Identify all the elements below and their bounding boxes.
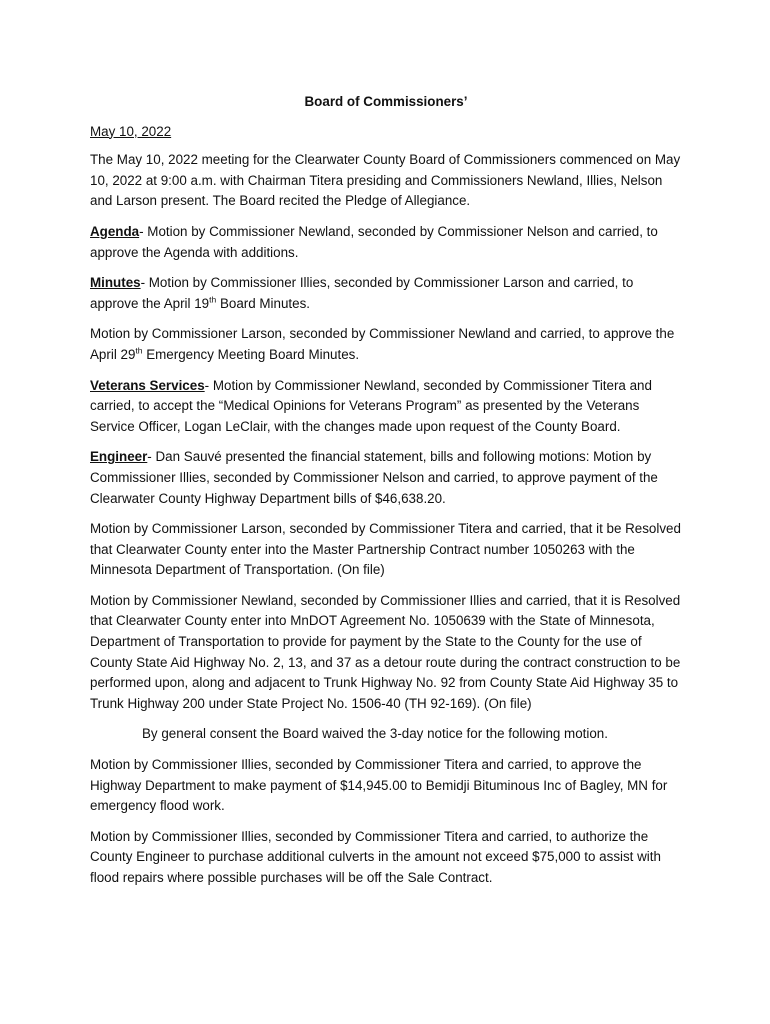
april29-ordinal-suffix: th [135, 345, 143, 356]
april29-motion-paragraph [90, 324, 682, 365]
minutes-text-end: Board Minutes. [216, 295, 310, 311]
agenda-paragraph [90, 222, 682, 263]
mndot-motion-paragraph: Motion by Commissioner Newland, seconded by Commissioner Illies and carried, that it is Resolved that Clearwater County enter into MnDOT Agreement No. 1050639 with the State of Minnesota, Department of Transportation to provide for payment by the State to the County for the use of County State Aid Highway No. 2, 13, and 37 as a detour route during the contract construction to be performed upon, along and adjacent to Trunk Highway No. 92 from County State Aid Highway 35 to Trunk Highway 200 under State Project No. 1506-40 (TH 92-169). (On file) [90, 592, 681, 711]
april29-motion-text-end: Emergency Meeting Board Minutes. [142, 346, 360, 362]
agenda-text: - Motion by Commissioner Newland, seconded by Commissioner Nelson and carried, to approve the Agenda with additions. [90, 223, 658, 260]
culverts-motion-paragraph: Motion by Commissioner Illies, seconded by Commissioner Titera and carried, to authorize the County Engineer to purchase additional culverts in the amount not exceed $75,000 to assist with flood repairs where possible purchases will be off the Sale Contract. [90, 828, 661, 885]
document-page [90, 92, 682, 899]
minutes-text: - Motion by Commissioner Illies, seconded by Commissioner Larson and carried, to approve the April 19 [90, 275, 634, 311]
engineer-text: - Dan Sauvé presented the financial statement, bills and following motions: Motion by Commissioner Illies, seconded by Commissioner Nelson and carried, to approve payment of the Clearwater County Highway Department bills of $46,638.20. [90, 449, 658, 506]
intro-paragraph: The May 10, 2022 meeting for the Clearwater County Board of Commissioners commenced on May 10, 2022 at 9:00 a.m. with Chairman Titera presiding and Commissioners Newland, Illies, Nelson and Larson present. The Board recited the Pledge of Allegiance. [90, 152, 681, 209]
engineer-paragraph [90, 447, 682, 509]
meeting-date: May 10, 2022 [90, 123, 172, 139]
document-title: Board of Commissioners’ [304, 94, 468, 109]
agenda-label: Agenda [90, 223, 140, 239]
flood-motion-paragraph: Motion by Commissioner Illies, seconded by Commissioner Titera and carried, to approve the Highway Department to make payment of $14,945.00 to Bemidji Bituminous Inc of Bagley, MN for emergency flood work. [90, 757, 668, 814]
veterans-label: Veterans Services [90, 377, 205, 393]
minutes-label: Minutes [90, 275, 141, 291]
engineer-label: Engineer [90, 449, 148, 465]
minutes-ordinal-suffix: th [209, 294, 217, 305]
veterans-text: - Motion by Commissioner Newland, seconded by Commissioner Titera and carried, to accept the “Medical Opinions for Veterans Program” as presented by the Veterans Service Officer, Logan LeClair, with the changes made upon request of the County Board. [90, 377, 652, 434]
april29-motion-text: Motion by Commissioner Larson, seconded by Commissioner Newland and carried, to approve the April 29 [90, 326, 675, 362]
consent-paragraph: By general consent the Board waived the 3-day notice for the following motion. [142, 726, 608, 742]
partnership-motion-paragraph: Motion by Commissioner Larson, seconded by Commissioner Titera and carried, that it be Resolved that Clearwater County enter into the Master Partnership Contract number 1050263 with the Minnesota Department of Transportation. (On file) [90, 521, 681, 578]
veterans-paragraph [90, 376, 682, 438]
minutes-paragraph [90, 273, 682, 314]
